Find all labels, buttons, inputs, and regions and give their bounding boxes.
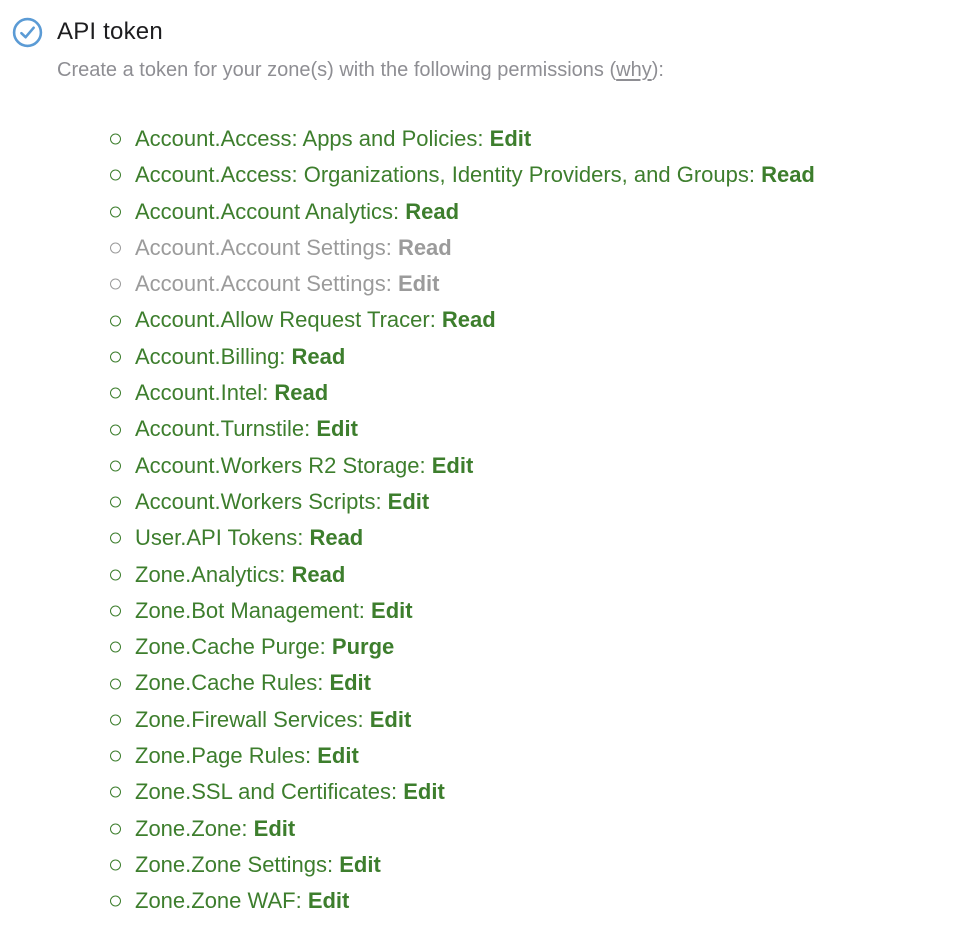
- subtitle-text-suffix: ):: [651, 59, 664, 81]
- permission-level: Read: [291, 343, 346, 369]
- permission-item: [135, 411, 964, 447]
- api-token-header: [0, 0, 964, 48]
- permission-label: Account.Account Analytics:: [135, 198, 406, 224]
- permission-item: [135, 883, 964, 919]
- check-circle-icon: [12, 17, 43, 48]
- permission-level: Read: [274, 380, 329, 406]
- permission-label: Account.Account Settings:: [135, 271, 398, 297]
- permission-label: User.API Tokens:: [135, 525, 310, 551]
- permission-level: Edit: [329, 670, 371, 696]
- permission-label: Account.Billing:: [135, 343, 292, 369]
- subtitle: [57, 57, 964, 83]
- permission-item: [135, 593, 964, 629]
- permission-item: [135, 230, 964, 266]
- subtitle-text-prefix: Create a token for your zone(s) with the following permissions (: [57, 59, 617, 81]
- permission-item: [135, 194, 964, 230]
- permission-level: Purge: [331, 634, 395, 660]
- permission-item: [135, 702, 964, 738]
- permission-item: [135, 448, 964, 484]
- why-link[interactable]: why: [616, 59, 652, 81]
- permission-item: [135, 520, 964, 556]
- permission-item: [135, 629, 964, 665]
- permission-label: Zone.Zone WAF:: [135, 888, 308, 914]
- permission-level: Edit: [403, 779, 445, 805]
- permission-level: Edit: [431, 452, 474, 478]
- permission-level: Read: [441, 307, 496, 333]
- permission-level: Edit: [397, 271, 440, 297]
- permission-label: Zone.Zone Settings:: [135, 851, 340, 877]
- permission-label: Zone.SSL and Certificates:: [135, 779, 404, 805]
- permission-level: Read: [309, 525, 364, 551]
- permission-item: [135, 302, 964, 338]
- permission-label: Account.Allow Request Tracer:: [135, 307, 442, 333]
- permission-item: [135, 339, 964, 375]
- permission-label: Account.Access: Organizations, Identity Providers, and Groups:: [135, 162, 762, 188]
- permission-item: [135, 121, 964, 157]
- permission-item: [135, 557, 964, 593]
- permissions-list: [0, 121, 964, 920]
- permission-level: Edit: [369, 706, 412, 732]
- permission-label: Account.Workers Scripts:: [135, 488, 388, 514]
- permission-label: Account.Turnstile:: [135, 416, 317, 442]
- permission-label: Zone.Analytics:: [135, 561, 292, 587]
- permission-level: Read: [761, 162, 815, 188]
- permission-level: Edit: [317, 743, 359, 769]
- permission-level: Edit: [339, 851, 381, 877]
- permission-level: Edit: [307, 888, 350, 914]
- permission-item: [135, 157, 964, 193]
- permission-level: Edit: [371, 597, 413, 623]
- permission-label: Account.Workers R2 Storage:: [135, 452, 432, 478]
- permission-item: [135, 665, 964, 701]
- permission-level: Edit: [489, 126, 532, 151]
- permission-label: Zone.Bot Management:: [135, 597, 372, 623]
- permission-item: [135, 847, 964, 883]
- permission-level: Edit: [387, 488, 430, 514]
- permission-label: Zone.Zone:: [135, 815, 254, 841]
- permission-level: Read: [405, 198, 460, 224]
- permission-level: Edit: [253, 815, 296, 841]
- permission-label: Account.Account Settings:: [135, 234, 398, 260]
- permission-item: [135, 484, 964, 520]
- permission-level: Read: [291, 561, 346, 587]
- permission-label: Account.Access: Apps and Policies:: [135, 126, 490, 151]
- permission-label: Zone.Cache Rules:: [135, 670, 330, 696]
- page-title: API token: [57, 18, 163, 45]
- permission-level: Edit: [316, 416, 358, 442]
- permission-item: [135, 375, 964, 411]
- permission-label: Zone.Page Rules:: [135, 743, 318, 769]
- permission-label: Zone.Firewall Services:: [135, 706, 370, 732]
- permission-item: [135, 811, 964, 847]
- permission-item: [135, 774, 964, 810]
- permission-label: Account.Intel:: [135, 380, 275, 406]
- permission-label: Zone.Cache Purge:: [135, 634, 332, 660]
- permission-item: [135, 266, 964, 302]
- permission-item: [135, 738, 964, 774]
- permission-level: Read: [397, 234, 452, 260]
